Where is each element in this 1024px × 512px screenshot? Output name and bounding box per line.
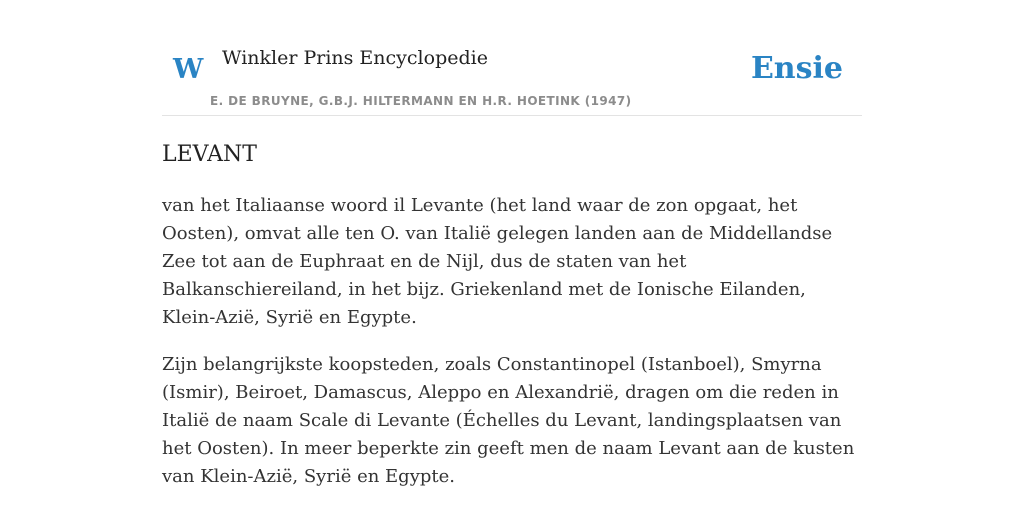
page	[162, 0, 862, 487]
article-paragraph: van het Italiaanse woord il Levante (het land waar de zon opgaat, het Oosten), omvat alle ten O. van Italië gelegen landen aan de Middellandse Zee tot aan de Euphraat en de Nijl, dus de staten van het Balkanschiereiland, in het bijz. Griekenland met de Ionische Eilanden, Klein-Azië, Syrië en Egypte.	[162, 195, 833, 328]
article-paragraph: Zijn belangrijkste koopsteden, zoals Constantinopel (Istanboel), Smyrna (Ismir), Beiroet, Damascus, Aleppo en Alexandrië, dragen om die reden in Italië de naam Scale di Levante (Échelles du Levant, landingsplaatsen van het Oosten). In meer beperkte zin geeft men de naam Levant aan de kusten van Klein-Azië, Syrië en Egypte.	[162, 354, 855, 487]
ensie-logo[interactable]: Ensie	[750, 51, 843, 86]
site-title[interactable]: Winkler Prins Encyclopedie	[222, 47, 488, 69]
article-body	[162, 192, 862, 510]
winkler-prins-logo[interactable]: W	[173, 54, 204, 85]
article-title: LEVANT	[162, 142, 257, 167]
header	[162, 0, 862, 116]
authors-line: E. DE BRUYNE, G.B.J. HILTERMANN EN H.R. HOETINK (1947)	[210, 94, 632, 108]
